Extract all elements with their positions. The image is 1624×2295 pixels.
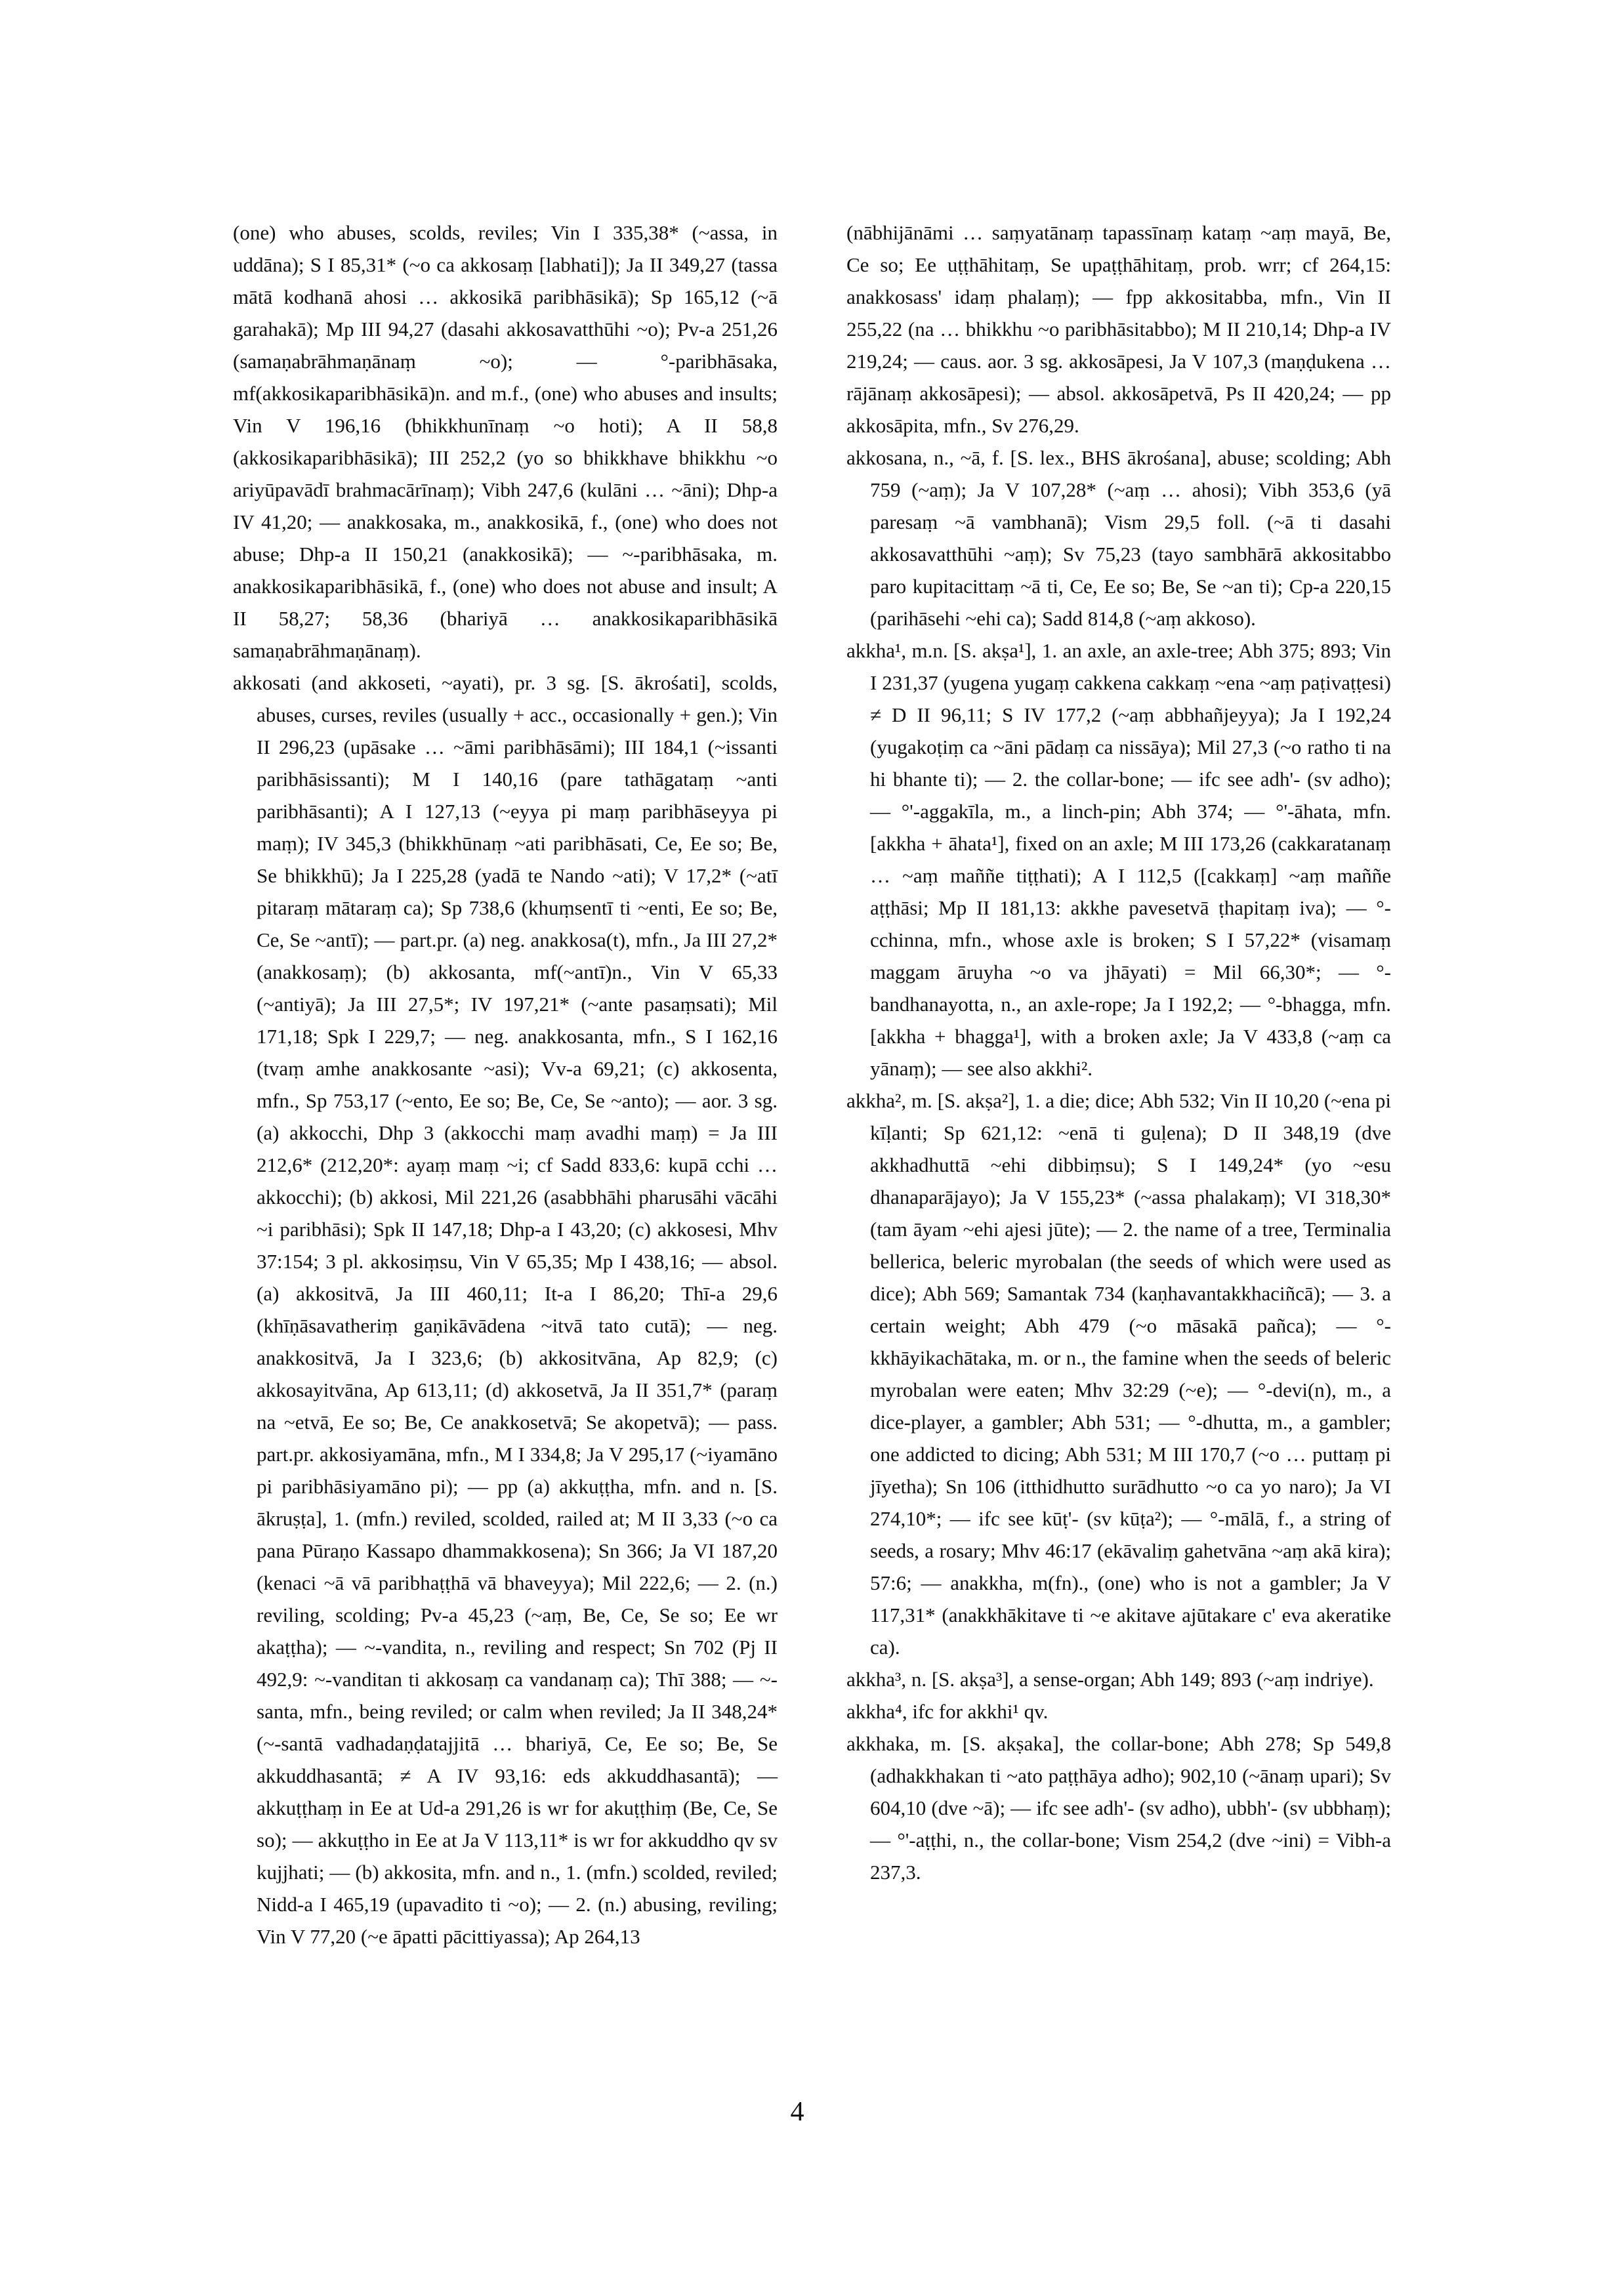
entry-akkha-4: akkha⁴, ifc for akkhi¹ qv. [846,1700,1049,1723]
page-number: 4 [790,2097,804,2127]
entry-akkosana: akkosana, n., ~ā, f. [S. lex., BHS ākrośana], abuse; scolding; Abh 759 (~aṃ); Ja V 107,28* (~aṃ … ahosi); Vibh 353,6 (yā paresaṃ ~ā vambhanā); Vism 29,5 foll. (~ā ti dasahi akkosavatthūhi ~aṃ); Sv 75,23 (tayo sambhārā akkositabbo paro kupitacittaṃ ~ā ti, Ce, Ee so; Be, Se ~an ti); Cp-a 220,15 (parihāsehi ~ehi ca); Sadd 814,8 (~aṃ akkoso). [846,446,1391,630]
entry-akkha-2: akkha², m. [S. akṣa²], 1. a die; dice; Abh 532; Vin II 10,20 (~ena pi kīḷanti; Sp 621,12: ~enā ti guḷena); D II 348,19 (dve akkhadhuttā ~ehi dibbiṃsu); S I 149,24* (yo ~esu dhanaparājayo); Ja V 155,23* (~assa phalakaṃ); VI 318,30* (tam āyam ~ehi ajesi jūte); — 2. the name of a tree, Terminalia bellerica, beleric myrobalan (the seeds of which were used as dice); Abh 569; Samantak 734 (kaṇhavantakkhaciñcā); — 3. a certain weight; Abh 479 (~o māsakā pañca); — °-kkhāyikachātaka, m. or n., the famine when the seeds of beleric myrobalan were eaten; Mhv 32:29 (~e); — °-devi(n), m., a dice-player, a gambler; Abh 531; — °-dhutta, m., a gambler; one addicted to dicing; Abh 531; M III 170,7 (~o … puttaṃ pi jīyetha); Sn 106 (itthidhutto surādhutto ~o ca yo naro); Ja VI 274,10*; — ifc see kūṭ'- (sv kūṭa²); — °-mālā, f., a string of seeds, a rosary; Mhv 46:17 (ekāvaliṃ gahetvāna ~aṃ akā kira); 57:6; — anakkha, m(fn)., (one) who is not a gambler; Ja V 117,31* (anakkhākitave ti ~e akitave ajūtakare c' eva akeratike ca). [846,1089,1391,1659]
entry-akkosati: akkosati (and akkoseti, ~ayati), pr. 3 sg. [S. ākrośati], scolds, abuses, curses, reviles (usually + acc., occasionally + gen.); Vin II 296,23 (upāsake … ~āmi paribhāsāmi); III 184,1 (~issanti paribhāsissanti); M I 140,16 (pare tathāgataṃ ~anti paribhāsanti); A I 127,13 (~eyya pi maṃ paribhāseyya pi maṃ); IV 345,3 (bhikkhūnaṃ ~ati paribhāsati, Ce, Ee so; Be, Se bhikkhū); Ja I 225,28 (yadā te Nando ~ati); V 17,2* (~atī pitaraṃ mātaraṃ ca); Sp 738,6 (khuṃsentī ti ~enti, Ee so; Be, Ce, Se ~antī); — part.pr. (a) neg. anakkosa(t), mfn., Ja III 27,2* (anakkosaṃ); (b) akkosanta, mf(~antī)n., Vin V 65,33 (~antiyā); Ja III 27,5*; IV 197,21* (~ante pasaṃsati); Mil 171,18; Spk I 229,7; — neg. anakkosanta, mfn., S I 162,16 (tvaṃ amhe anakkosante ~asi); Vv-a 69,21; (c) akkosenta, mfn., Sp 753,17 (~ento, Ee so; Be, Ce, Se ~anto); — aor. 3 sg. (a) akkocchi, Dhp 3 (akkocchi maṃ avadhi maṃ) = Ja III 212,6* (212,20*: ayaṃ maṃ ~i; cf Sadd 833,6: kupā cchi … akkocchi); (b) akkosi, Mil 221,26 (asabbhāhi pharusāhi vācāhi ~i paribhāsi); Spk II 147,18; Dhp-a I 43,20; (c) akkosesi, Mhv 37:154; 3 pl. akkosiṃsu, Vin V 65,35; Mp I 438,16; — absol. (a) akkositvā, Ja III 460,11; It-a I 86,20; Thī-a 29,6 (khīṇāsavatheriṃ gaṇikāvādena ~itvā tato cutā); — neg. anakkositvā, Ja I 323,6; (b) akkositvāna, Ap 82,9; (c) akkosayitvāna, Ap 613,11; (d) akkosetvā, Ja II 351,7* (paraṃ na ~etvā, Ee so; Be, Ce anakkosetvā; Se akopetvā); — pass. part.pr. akkosiyamāna, mfn., M I 334,8; Ja V 295,17 (~iyamāno pi paribhāsiyamāno pi); — pp (a) akkuṭṭha, mfn. and n. [S. ākruṣṭa], 1. (mfn.) reviled, scolded, railed at; M II 3,33 (~o ca pana Pūraṇo Kassapo dhammakkosena); Sn 366; Ja VI 187,20 (kenaci ~ā vā paribhaṭṭhā vā bhaveyya); Mil 222,6; — 2. (n.) reviling, scolding; Pv-a 45,23 (~aṃ, Be, Ce, Se so; Ee wr akaṭṭha); — ~-vandita, n., reviling and respect; Sn 702 (Pj II 492,9: ~-vanditan ti akkosaṃ ca vandanaṃ ca); Thī 388; — ~-santa, mfn., being reviled; or calm when reviled; Ja II 348,24* (~-santā vadhadaṇḍatajjitā … bhariyā, Ce, Ee so; Be, Se akkuddhasantā; ≠ A IV 93,16: eds akkuddhasantā); — akkuṭṭhaṃ in Ee at Ud-a 291,26 is wr for akuṭṭhiṃ (Be, Ce, Se so); — akkuṭṭho in Ee at Ja V 113,11* is wr for akkuddho qv sv kujjhati; — (b) akkosita, mfn. and n., 1. (mfn.) scolded, reviled; Nidd-a I 465,19 (upavadito ti ~o); — 2. (n.) abusing, reviling; Vin V 77,20 (~e āpatti pācittiyassa); Ap 264,13 [233,671,778,1948]
right-column [846,217,1391,1888]
entry-continuation-akkosati: (nābhijānāmi … saṃyatānaṃ tapassīnaṃ kataṃ ~aṃ mayā, Be, Ce so; Ee uṭṭhāhitaṃ, Se upaṭṭhāhitaṃ, prob. wrr; cf 264,15: anakkosass' idaṃ phalaṃ); — fpp akkositabba, mfn., Vin II 255,22 (na … bhikkhu ~o paribhāsitabbo); M II 210,14; Dhp-a IV 219,24; — caus. aor. 3 sg. akkosāpesi, Ja V 107,3 (maṇḍukena … rājānaṃ akkosāpesi); — absol. akkosāpetvā, Ps II 420,24; — pp akkosāpita, mfn., Sv 276,29. [846,221,1391,437]
entry-continuation-akkosaka: (one) who abuses, scolds, reviles; Vin I 335,38* (~assa, in uddāna); S I 85,31* (~o ca akkosaṃ [labhati]); Ja II 349,27 (tassa mātā kodhanā ahosi … akkosikā paribhāsikā); Sp 165,12 (~ā garahakā); Mp III 94,27 (dasahi akkosavatthūhi ~o); Pv-a 251,26 (samaṇabrāhmaṇānaṃ ~o); — °-paribhāsaka, mf(akkosikaparibhāsikā)n. and m.f., (one) who abuses and insults; Vin V 196,16 (bhikkhunīnaṃ ~o hoti); A II 58,8 (akkosikaparibhāsikā); III 252,2 (yo so bhikkhave bhikkhu ~o ariyūpavādī brahmacārīnaṃ); Vibh 247,6 (kulāni … ~āni); Dhp-a IV 41,20; — anakkosaka, m., anakkosikā, f., (one) who does not abuse; Dhp-a II 150,21 (anakkosikā); — ~-paribhāsaka, m. anakkosikaparibhāsikā, f., (one) who does not abuse and insult; A II 58,27; 58,36 (bhariyā … anakkosikaparibhāsikā samaṇabrāhmaṇānaṃ). [233,221,778,662]
entry-akkha-1: akkha¹, m.n. [S. akṣa¹], 1. an axle, an axle-tree; Abh 375; 893; Vin I 231,37 (yugena yugaṃ cakkena cakkaṃ ~ena ~aṃ paṭivaṭṭesi) ≠ D II 96,11; S IV 177,2 (~aṃ abbhañjeyya); Ja I 192,24 (yugakoṭiṃ ca ~āni pādaṃ ca nissāya); Mil 27,3 (~o ratho ti na hi bhante ti); — 2. the collar-bone; — ifc see adh'- (sv adho); — °'-aggakīla, m., a linch-pin; Abh 374; — °'-āhata, mfn. [akkha + āhata¹], fixed on an axle; M III 173,26 (cakkaratanaṃ … ~aṃ maññe tiṭṭhati); A I 112,5 ([cakkaṃ] ~aṃ maññe aṭṭhāsi; Mp II 181,13: akkhe pavesetvā ṭhapitaṃ iva); — °-cchinna, mfn., whose axle is broken; S I 57,22* (visamaṃ maggam āruyha ~o va jhāyati) = Mil 66,30*; — °-bandhanayotta, n., an axle-rope; Ja I 192,2; — °-bhagga, mfn. [akkha + bhagga¹], with a broken axle; Ja V 433,8 (~aṃ ca yānaṃ); — see also akkhi². [846,639,1391,1080]
left-column [233,217,778,1953]
entry-akkha-3: akkha³, n. [S. akṣa³], a sense-organ; Abh 149; 893 (~aṃ indriye). [846,1668,1374,1691]
entry-akkhaka: akkhaka, m. [S. akṣaka], the collar-bone; Abh 278; Sp 549,8 (adhakkhakan ti ~ato paṭṭhāya adho); 902,10 (~ānaṃ upari); Sv 604,10 (dve ~ā); — ifc see adh'- (sv adho), ubbh'- (sv ubbhaṃ); — °'-aṭṭhi, n., the collar-bone; Vism 254,2 (dve ~ini) = Vibh-a 237,3. [846,1732,1391,1884]
